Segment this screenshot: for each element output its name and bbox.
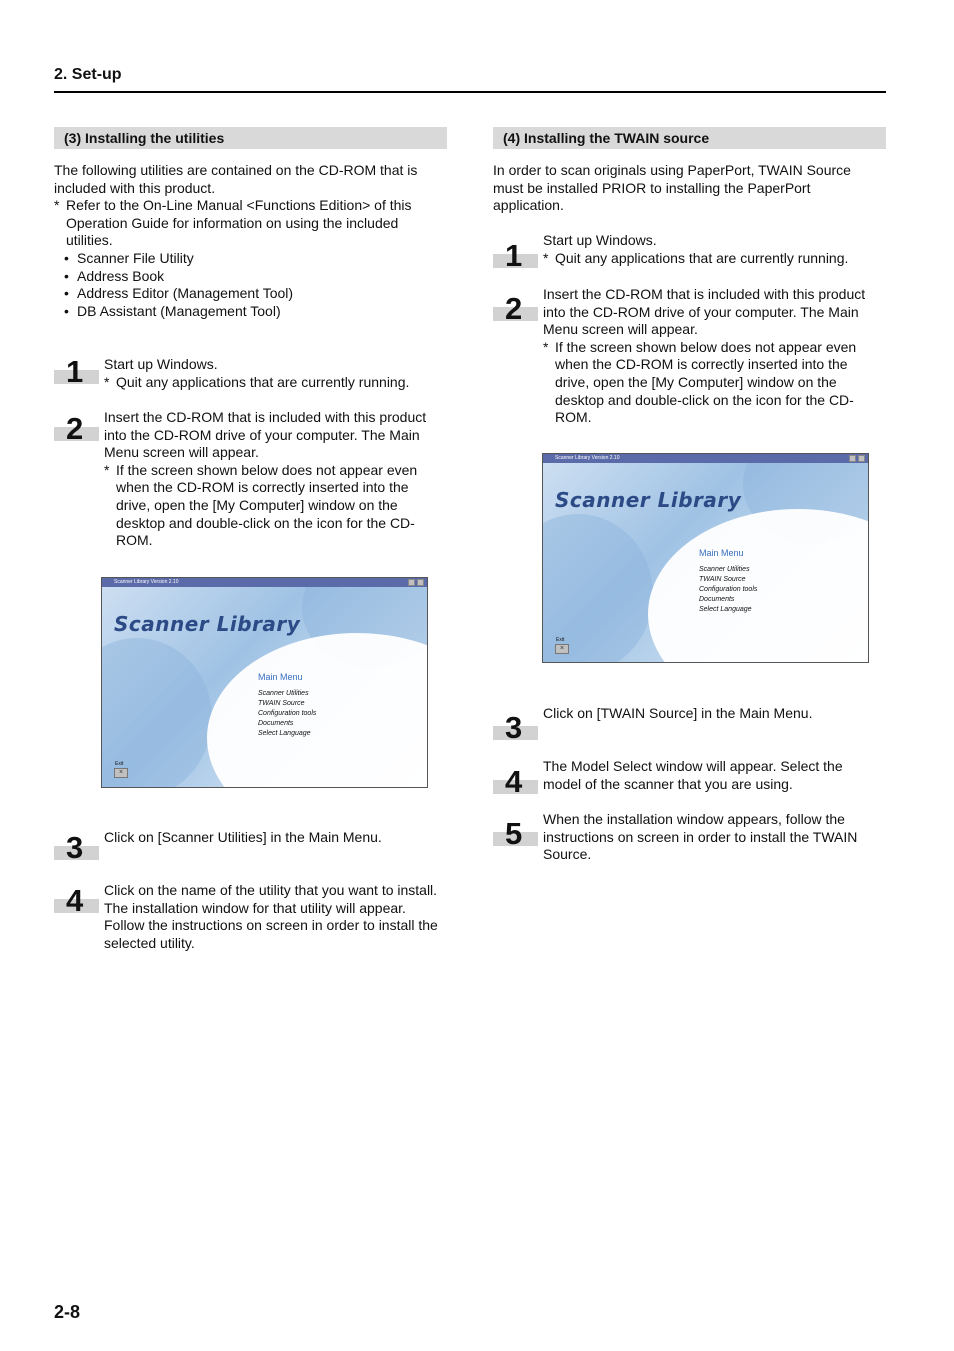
left-step-3 (54, 829, 444, 865)
step-number-badge (493, 816, 538, 851)
left-step-2 (54, 409, 444, 550)
step-number-badge (54, 411, 99, 446)
step-number: 4 (66, 883, 84, 918)
step-number: 4 (505, 764, 523, 799)
step-note: * Quit any applications that are currently running. (104, 373, 410, 390)
menu-item-documents[interactable]: Documents (258, 720, 294, 727)
utility-list-item: • Address Editor (Management Tool) (64, 285, 294, 302)
step-number-badge (493, 291, 538, 326)
main-menu-title: Main Menu (699, 548, 744, 558)
exit-button[interactable]: × (555, 644, 569, 654)
menu-item-documents[interactable]: Documents (699, 596, 735, 603)
step-note-text: If the screen shown below does not appear even when the CD-ROM is correctly inserted into the drive, open the [My Computer] window on the desktop and double-click on the icon for the CD-ROM. (116, 461, 418, 549)
step-number: 1 (505, 238, 523, 273)
step-text: Start up Windows. (104, 356, 218, 372)
minimize-icon[interactable] (408, 579, 415, 586)
right-step-5 (493, 811, 883, 864)
right-section-heading: (4) Installing the TWAIN source (493, 127, 886, 149)
exit-button[interactable]: × (114, 768, 128, 778)
step-text: Start up Windows. (543, 232, 657, 248)
menu-item-select-language[interactable]: Select Language (258, 730, 311, 737)
step-number-badge (493, 764, 538, 799)
step-text: Click on [TWAIN Source] in the Main Menu. (543, 705, 813, 721)
menu-item-configuration-tools[interactable]: Configuration tools (699, 586, 758, 593)
window-titlebar (543, 454, 868, 463)
menu-item-twain-source[interactable]: TWAIN Source (699, 576, 746, 583)
right-intro-text: In order to scan originals using PaperPort, TWAIN Source must be installed PRIOR to installing the PaperPort application. (493, 162, 851, 214)
left-intro-text: The following utilities are contained on the CD-ROM that is included with this product. (54, 162, 418, 196)
left-intro-note-text: Refer to the On-Line Manual <Functions Edition> of this Operation Guide for information on using the included utilities. (66, 197, 412, 249)
step-number-badge (493, 238, 538, 273)
step-text: The Model Select window will appear. Select the model of the scanner that you are using. (543, 758, 843, 792)
step-number: 1 (66, 354, 84, 389)
page-number: 2-8 (54, 1302, 81, 1322)
left-intro-block (54, 162, 444, 320)
exit-label: Exit (556, 637, 565, 643)
app-brand-logo: Scanner Library (114, 612, 301, 636)
step-note-text: Quit any applications that are currently running. (116, 373, 410, 390)
step-number: 5 (505, 816, 523, 851)
menu-item-select-language[interactable]: Select Language (699, 606, 752, 613)
step-note: * Quit any applications that are currently running. (543, 249, 849, 266)
right-step-1 (493, 232, 883, 273)
menu-item-twain-source[interactable]: TWAIN Source (258, 700, 305, 707)
step-note: * If the screen shown below does not appear even when the CD-ROM is correctly inserted into the drive, open the [My Computer] window on the desktop and double-click on the icon for the CD-ROM. (104, 461, 418, 549)
utility-name: Address Book (77, 267, 165, 284)
right-step-4 (493, 758, 883, 799)
exit-label: Exit (115, 761, 124, 767)
scanner-library-screenshot (101, 577, 428, 788)
step-note-text: If the screen shown below does not appear even when the CD-ROM is correctly inserted into the drive, open the [My Computer] window on the desktop and double-click on the icon for the CD-ROM. (555, 338, 857, 426)
step-number: 2 (505, 291, 523, 326)
page-section-title: 2. Set-up (54, 66, 122, 83)
utility-list-item: • Scanner File Utility (64, 249, 194, 266)
close-icon[interactable] (858, 455, 865, 462)
step-number-badge (54, 354, 99, 389)
menu-item-configuration-tools[interactable]: Configuration tools (258, 710, 317, 717)
utility-list-item: • DB Assistant (Management Tool) (64, 302, 281, 319)
header-rule (54, 91, 886, 93)
right-step-3 (493, 705, 883, 745)
step-text: Insert the CD-ROM that is included with this product into the CD-ROM drive of your computer. The Main Menu screen will appear. (104, 409, 427, 461)
app-brand-logo: Scanner Library (555, 488, 742, 512)
step-number-badge (54, 830, 99, 865)
step-number: 3 (505, 710, 523, 745)
left-section-heading: (3) Installing the utilities (54, 127, 447, 149)
utility-list-item: • Address Book (64, 267, 165, 284)
menu-item-scanner-utilities[interactable]: Scanner Utilities (699, 566, 750, 573)
minimize-icon[interactable] (849, 455, 856, 462)
step-number-badge (54, 883, 99, 918)
right-intro-block (493, 162, 883, 215)
utility-name: DB Assistant (Management Tool) (77, 302, 281, 319)
step-number: 2 (66, 411, 84, 446)
step-note: * If the screen shown below does not appear even when the CD-ROM is correctly inserted into the drive, open the [My Computer] window on the desktop and double-click on the icon for the CD-ROM. (543, 338, 857, 426)
left-intro-note: * Refer to the On-Line Manual <Functions Edition> of this Operation Guide for information on using the included utilities. (54, 197, 412, 249)
utility-name: Scanner File Utility (77, 249, 194, 266)
window-title: Scanner Library Version 2.10 (555, 455, 620, 461)
step-text: Click on [Scanner Utilities] in the Main Menu. (104, 829, 382, 845)
menu-item-scanner-utilities[interactable]: Scanner Utilities (258, 690, 309, 697)
window-title: Scanner Library Version 2.10 (114, 579, 179, 585)
close-icon[interactable] (417, 579, 424, 586)
right-step-2 (493, 286, 883, 427)
step-number-badge (493, 710, 538, 745)
scanner-library-screenshot (542, 453, 869, 663)
step-note-text: Quit any applications that are currently running. (555, 249, 849, 266)
step-text: When the installation window appears, follow the instructions on screen in order to install the TWAIN Source. (543, 811, 858, 863)
window-titlebar (102, 578, 427, 587)
utility-name: Address Editor (Management Tool) (77, 285, 294, 302)
left-step-4 (54, 882, 444, 952)
step-text: Click on the name of the utility that you want to install. The installation window for that utility will appear. Follow the instructions on screen in order to install the selected utility. (104, 882, 438, 951)
left-step-1 (54, 356, 444, 391)
step-text: Insert the CD-ROM that is included with this product into the CD-ROM drive of your computer. The Main Menu screen will appear. (543, 286, 866, 338)
step-number: 3 (66, 830, 84, 865)
main-menu-title: Main Menu (258, 672, 303, 682)
